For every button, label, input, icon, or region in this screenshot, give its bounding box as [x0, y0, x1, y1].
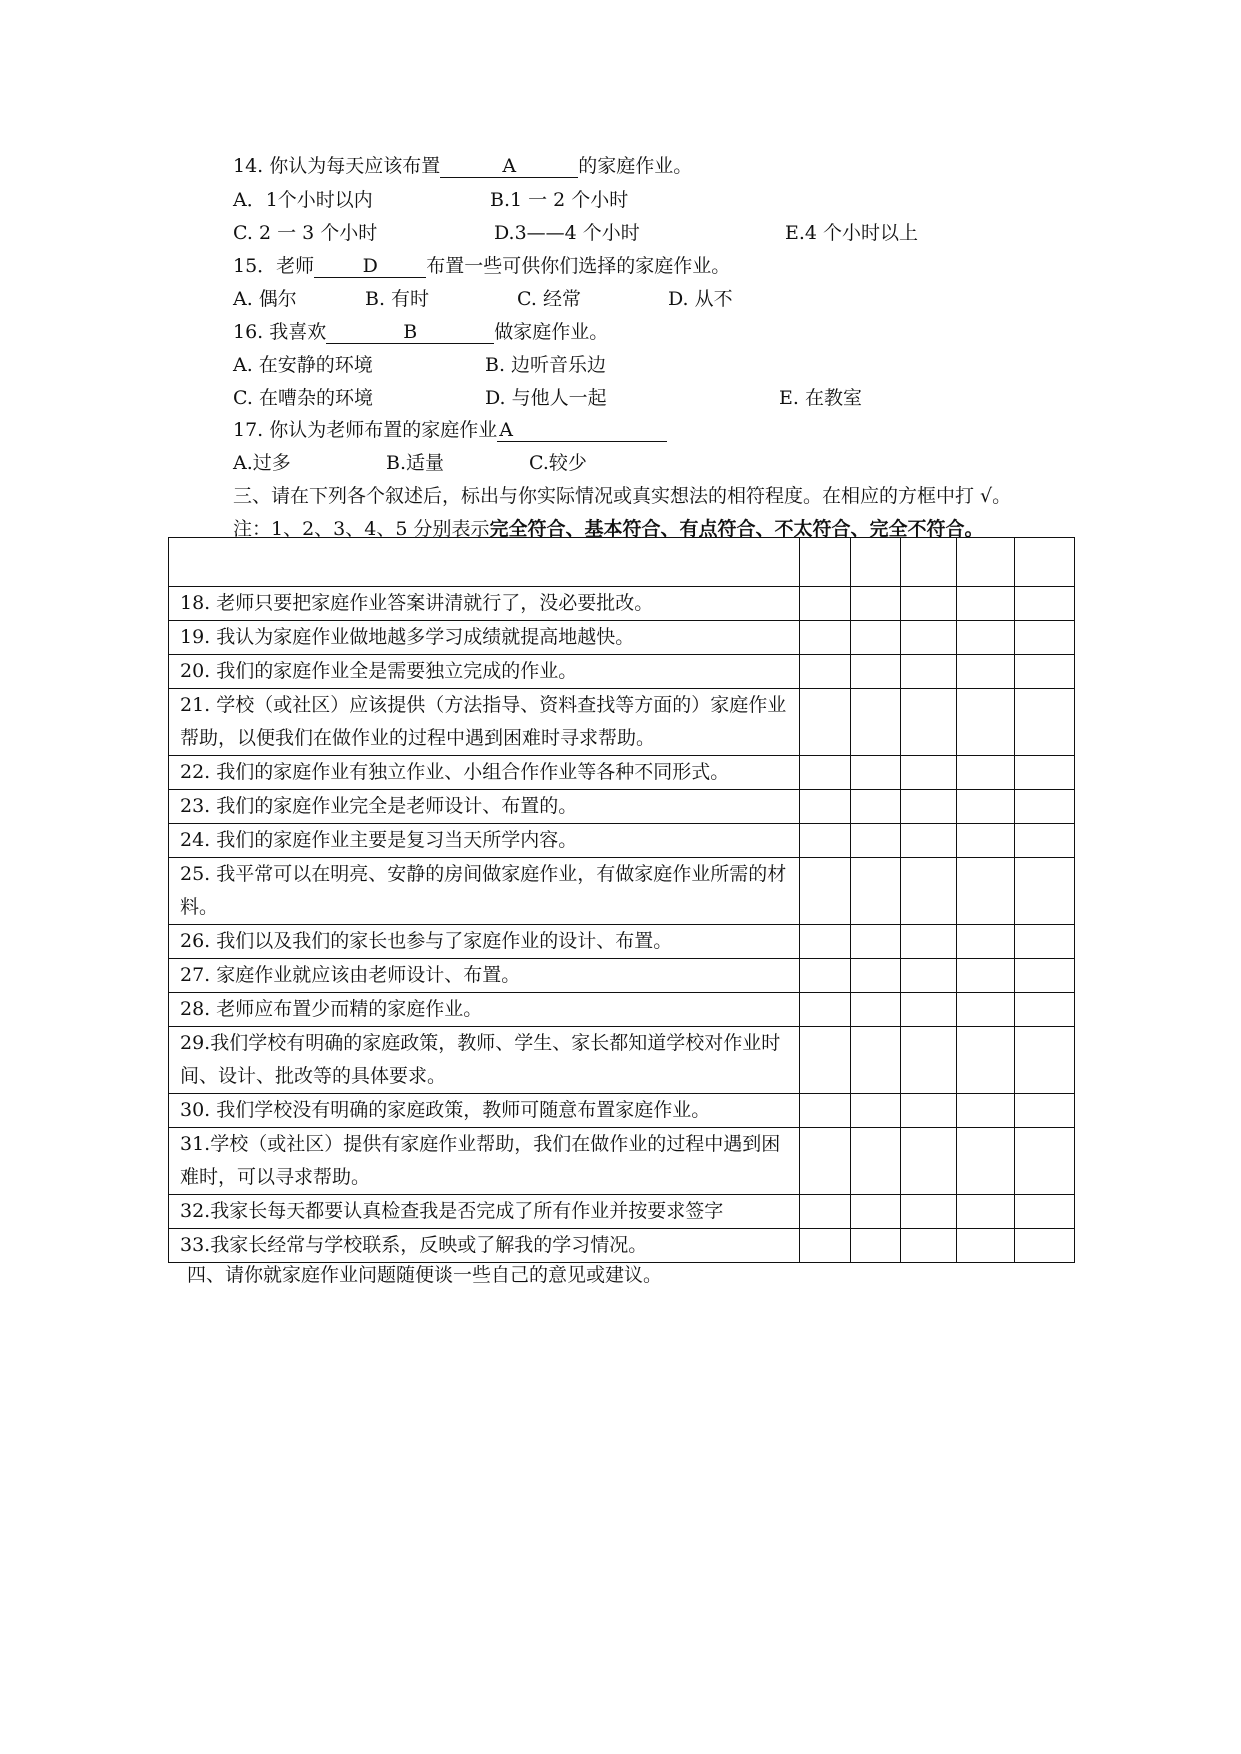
header-rating-cell-4	[957, 538, 1015, 587]
rating-box-3[interactable]	[901, 959, 957, 993]
q16-suffix: 做家庭作业。	[494, 321, 609, 343]
header-rating-cell-5	[1015, 538, 1075, 587]
table-row	[169, 1229, 1075, 1263]
rating-box-3[interactable]	[901, 1229, 957, 1263]
rating-box-3[interactable]	[901, 756, 957, 790]
statement-cell: 32.我家长每天都要认真检查我是否完成了所有作业并按要求签字	[169, 1195, 800, 1229]
rating-box-3[interactable]	[901, 655, 957, 689]
q14-prefix: 14. 你认为每天应该布置	[233, 155, 441, 177]
table-row	[169, 790, 1075, 824]
q15-line	[233, 253, 730, 279]
rating-box-1[interactable]	[800, 959, 851, 993]
rating-box-5[interactable]	[1015, 824, 1075, 858]
q15-suffix: 布置一些可供你们选择的家庭作业。	[426, 255, 731, 277]
statement-cell: 28. 老师应布置少而精的家庭作业。	[169, 993, 800, 1027]
q16-prefix: 16. 我喜欢	[233, 321, 327, 343]
table-row	[169, 993, 1075, 1027]
rating-box-1[interactable]	[800, 1027, 851, 1094]
rating-box-3[interactable]	[901, 824, 957, 858]
rating-box-2[interactable]	[851, 1229, 901, 1263]
q17-option-c[interactable]: C.较少	[529, 452, 587, 474]
rating-box-5[interactable]	[1015, 621, 1075, 655]
q16-option-e[interactable]: E. 在教室	[779, 387, 862, 409]
rating-box-4[interactable]	[957, 689, 1015, 756]
q15-option-b[interactable]: B. 有时	[365, 288, 430, 310]
table-row	[169, 959, 1075, 993]
q14-option-a[interactable]: A．1个小时以内	[233, 189, 373, 211]
rating-box-4[interactable]	[957, 925, 1015, 959]
rating-box-1[interactable]	[800, 993, 851, 1027]
q14-option-d[interactable]: D.3——4 个小时	[494, 222, 640, 244]
statement-cell: 24. 我们的家庭作业主要是复习当天所学内容。	[169, 824, 800, 858]
rating-box-5[interactable]	[1015, 689, 1075, 756]
statement-cell: 23. 我们的家庭作业完全是老师设计、布置的。	[169, 790, 800, 824]
rating-box-1[interactable]	[800, 1195, 851, 1229]
table-row	[169, 689, 1075, 756]
rating-box-5[interactable]	[1015, 858, 1075, 925]
q17-line	[233, 417, 667, 443]
rating-box-3[interactable]	[901, 1195, 957, 1229]
rating-box-3[interactable]	[901, 689, 957, 756]
q17-option-a[interactable]: A.过多	[233, 452, 291, 474]
rating-box-5[interactable]	[1015, 756, 1075, 790]
table-row	[169, 1094, 1075, 1128]
section4-prompt: 四、请你就家庭作业问题随便谈一些自己的意见或建议。	[187, 1264, 663, 1286]
table-row	[169, 655, 1075, 689]
header-rating-cell-2	[851, 538, 901, 587]
rating-box-1[interactable]	[800, 587, 851, 621]
rating-box-5[interactable]	[1015, 1094, 1075, 1128]
statement-cell: 25. 我平常可以在明亮、安静的房间做家庭作业，有做家庭作业所需的材料。	[169, 858, 800, 925]
statement-cell: 18. 老师只要把家庭作业答案讲清就行了，没必要批改。	[169, 587, 800, 621]
rating-box-2[interactable]	[851, 858, 901, 925]
rating-box-3[interactable]	[901, 790, 957, 824]
rating-box-3[interactable]	[901, 1027, 957, 1094]
rating-box-2[interactable]	[851, 1094, 901, 1128]
rating-box-5[interactable]	[1015, 1027, 1075, 1094]
q14-line	[233, 153, 692, 179]
rating-box-2[interactable]	[851, 1128, 901, 1195]
statement-cell: 21. 学校（或社区）应该提供（方法指导、资料查找等方面的）家庭作业帮助，以便我们在做作业的过程中遇到困难时寻求帮助。	[169, 689, 800, 756]
rating-box-1[interactable]	[800, 655, 851, 689]
rating-box-2[interactable]	[851, 824, 901, 858]
rating-box-5[interactable]	[1015, 993, 1075, 1027]
rating-box-1[interactable]	[800, 689, 851, 756]
statement-cell: 26. 我们以及我们的家长也参与了家庭作业的设计、布置。	[169, 925, 800, 959]
rating-box-1[interactable]	[800, 824, 851, 858]
rating-box-1[interactable]	[800, 621, 851, 655]
survey-table	[168, 537, 1075, 1263]
table-row	[169, 756, 1075, 790]
rating-box-2[interactable]	[851, 756, 901, 790]
q17-prefix: 17. 你认为老师布置的家庭作业	[233, 419, 498, 441]
rating-box-3[interactable]	[901, 587, 957, 621]
table-row	[169, 824, 1075, 858]
rating-box-2[interactable]	[851, 1195, 901, 1229]
statement-cell: 33.我家长经常与学校联系，反映或了解我的学习情况。	[169, 1229, 800, 1263]
statement-cell: 29.我们学校有明确的家庭政策，教师、学生、家长都知道学校对作业时间、设计、批改等的具体要求。	[169, 1027, 800, 1094]
statement-cell: 22. 我们的家庭作业有独立作业、小组合作作业等各种不同形式。	[169, 756, 800, 790]
rating-box-2[interactable]	[851, 587, 901, 621]
q16-option-b[interactable]: B. 边听音乐边	[485, 354, 607, 376]
q15-option-c[interactable]: C. 经常	[517, 288, 581, 310]
rating-box-2[interactable]	[851, 959, 901, 993]
q15-answer-blank[interactable]: D	[314, 255, 426, 278]
rating-box-4[interactable]	[957, 959, 1015, 993]
statement-cell: 20. 我们的家庭作业全是需要独立完成的作业。	[169, 655, 800, 689]
rating-box-3[interactable]	[901, 993, 957, 1027]
rating-box-4[interactable]	[957, 1027, 1015, 1094]
table-row	[169, 587, 1075, 621]
rating-box-4[interactable]	[957, 858, 1015, 925]
q14-suffix: 的家庭作业。	[578, 155, 693, 177]
rating-box-1[interactable]	[800, 925, 851, 959]
q14-option-e[interactable]: E.4 个小时以上	[785, 222, 919, 244]
table-row	[169, 1128, 1075, 1195]
rating-box-4[interactable]	[957, 1195, 1015, 1229]
q16-line	[233, 319, 608, 345]
rating-box-1[interactable]	[800, 1128, 851, 1195]
q15-prefix: 15．老师	[233, 255, 315, 277]
q17-answer-blank[interactable]: A	[497, 419, 667, 442]
statement-cell: 30. 我们学校没有明确的家庭政策，教师可随意布置家庭作业。	[169, 1094, 800, 1128]
q17-option-b[interactable]: B.适量	[386, 452, 445, 474]
header-rating-cell-3	[901, 538, 957, 587]
q16-option-c[interactable]: C. 在嘈杂的环境	[233, 387, 373, 409]
rating-box-2[interactable]	[851, 925, 901, 959]
rating-box-1[interactable]	[800, 790, 851, 824]
rating-box-5[interactable]	[1015, 925, 1075, 959]
table-row	[169, 858, 1075, 925]
section3-instruction: 三、请在下列各个叙述后，标出与你实际情况或真实想法的相符程度。在相应的方框中打 √。	[233, 485, 1012, 507]
rating-box-4[interactable]	[957, 587, 1015, 621]
table-row	[169, 621, 1075, 655]
rating-box-1[interactable]	[800, 1094, 851, 1128]
q14-answer-blank[interactable]: A	[440, 155, 578, 178]
rating-box-5[interactable]	[1015, 790, 1075, 824]
q14-option-b[interactable]: B.1 一 2 个小时	[490, 189, 629, 211]
rating-box-1[interactable]	[800, 858, 851, 925]
rating-box-2[interactable]	[851, 790, 901, 824]
rating-box-4[interactable]	[957, 655, 1015, 689]
statement-cell: 19. 我认为家庭作业做地越多学习成绩就提高地越快。	[169, 621, 800, 655]
statement-cell: 27. 家庭作业就应该由老师设计、布置。	[169, 959, 800, 993]
q14-option-c[interactable]: C. 2 一 3 个小时	[233, 222, 378, 244]
rating-box-4[interactable]	[957, 824, 1015, 858]
q15-option-d[interactable]: D. 从不	[668, 288, 733, 310]
table-row	[169, 1027, 1075, 1094]
rating-box-2[interactable]	[851, 621, 901, 655]
section3-note-prefix: 注：1、2、3、4、5 分别表示	[233, 518, 490, 540]
rating-box-5[interactable]	[1015, 655, 1075, 689]
rating-box-4[interactable]	[957, 790, 1015, 824]
rating-box-5[interactable]	[1015, 587, 1075, 621]
q16-answer-blank[interactable]: B	[326, 321, 494, 344]
statement-cell: 31.学校（或社区）提供有家庭作业帮助，我们在做作业的过程中遇到困难时，可以寻求帮助。	[169, 1128, 800, 1195]
rating-box-2[interactable]	[851, 655, 901, 689]
rating-box-1[interactable]	[800, 1229, 851, 1263]
rating-box-4[interactable]	[957, 993, 1015, 1027]
survey-table-body	[169, 538, 1075, 1263]
header-rating-cell-1	[800, 538, 851, 587]
rating-box-2[interactable]	[851, 993, 901, 1027]
section3-note-bold: 完全符合、基本符合、有点符合、不太符合、完全不符合。	[489, 518, 984, 540]
rating-box-5[interactable]	[1015, 959, 1075, 993]
rating-box-3[interactable]	[901, 925, 957, 959]
survey-header-row	[169, 538, 1075, 587]
table-row	[169, 925, 1075, 959]
rating-box-3[interactable]	[901, 1094, 957, 1128]
table-row	[169, 1195, 1075, 1229]
rating-box-5[interactable]	[1015, 1229, 1075, 1263]
rating-box-4[interactable]	[957, 1128, 1015, 1195]
header-statement-cell	[169, 538, 800, 587]
q16-option-a[interactable]: A. 在安静的环境	[233, 354, 373, 376]
rating-box-3[interactable]	[901, 858, 957, 925]
q16-option-d[interactable]: D. 与他人一起	[485, 387, 607, 409]
rating-box-4[interactable]	[957, 1229, 1015, 1263]
rating-box-2[interactable]	[851, 1027, 901, 1094]
rating-box-5[interactable]	[1015, 1128, 1075, 1195]
rating-box-3[interactable]	[901, 1128, 957, 1195]
rating-box-4[interactable]	[957, 621, 1015, 655]
q15-option-a[interactable]: A. 偶尔	[233, 288, 297, 310]
rating-box-1[interactable]	[800, 756, 851, 790]
rating-box-3[interactable]	[901, 621, 957, 655]
rating-box-2[interactable]	[851, 689, 901, 756]
rating-box-4[interactable]	[957, 756, 1015, 790]
rating-box-5[interactable]	[1015, 1195, 1075, 1229]
rating-box-4[interactable]	[957, 1094, 1015, 1128]
